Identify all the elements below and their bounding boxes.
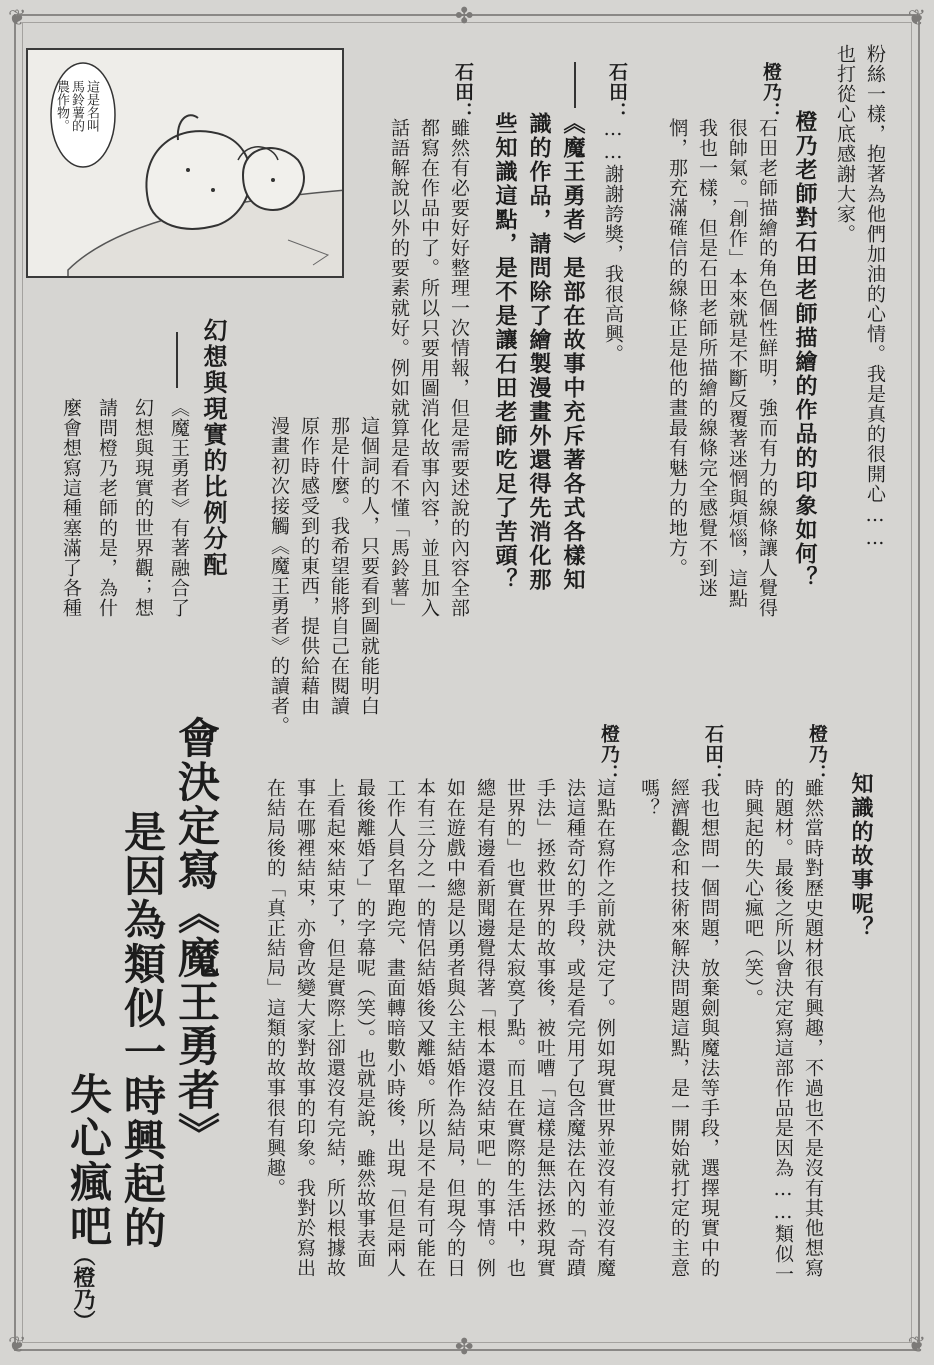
corner-ornament-icon: ❦ [8, 1333, 27, 1358]
headline-line: 失心瘋吧 [64, 1072, 113, 1248]
speech-bubble-text [54, 80, 99, 132]
answer-text-line: 的題材。最後之所以會決定寫這部作品是因為……類似一 [772, 778, 794, 1284]
answer-text-line: 上看起來結束了，但是實際上卻還沒有完結，所以根據故 [324, 778, 346, 1278]
question-heading-line: 識的作品，請問除了繪製漫畫外還得先消化那 [526, 112, 552, 592]
bubble-line: 農作物。 [54, 80, 69, 132]
question-heading: 橙乃老師對石田老師描繪的作品的印象如何？ [792, 110, 818, 590]
answer-text-line: 話語解說以外的要素就好。例如就算是看不懂「馬鈴薯」 [388, 118, 410, 618]
speaker-label: 橙乃： [760, 62, 782, 122]
section-question-line: 《魔王勇者》有著融合了 [168, 398, 190, 618]
potato-illustration [26, 48, 344, 278]
question-heading-line: 些知識這點，是不是讓石田老師吃足了苦頭？ [492, 112, 518, 592]
intro-text-line: 也打從心底感謝大家。 [834, 44, 856, 244]
answer-text-line: 手法」拯救世界的故事後，被吐嘈「這樣是無法拯救現實 [534, 778, 556, 1278]
answer-text-line: 很帥氣。「創作」本來就是不斷反覆著迷惘與煩惱，這點 [726, 118, 748, 609]
answer-text-line: 本有三分之一的情侶結婚後又離婚。所以是不是有可能在 [414, 778, 436, 1278]
question-heading-line: 《魔王勇者》是部在故事中充斥著各式各樣知 [560, 112, 586, 592]
bottom-ornament-icon: ✤ [455, 1335, 474, 1360]
answer-text-line: 事在哪裡結束，亦會改變大家對故事的印象。我對於寫出 [294, 778, 316, 1278]
question-marker [574, 62, 576, 108]
top-ornament-icon: ✤ [455, 4, 474, 29]
corner-ornament-icon: ❦ [8, 6, 27, 31]
answer-text-line: 經濟觀念和技術來解決問題這點，是一開始就打定的主意 [668, 778, 690, 1278]
speaker-label: 橙乃： [598, 724, 620, 784]
section-question-line: 幻想與現實的世界觀；想 [132, 398, 154, 618]
answer-text-line: 總是有邊看新聞邊覺得著「根本還沒結束吧」的事情。例 [474, 778, 496, 1278]
headline-line: 會決定寫《魔王勇者》 [172, 716, 221, 1156]
headline-line: 是因為類似一時興起的 [118, 810, 167, 1250]
answer-text-line: 世界的」也實在是太寂寞了點。而且在實際的生活中，也 [504, 778, 526, 1278]
answer-text-line: 工作人員名單跑完、畫面轉暗數小時後，出現「但是兩人 [384, 778, 406, 1278]
section-title: 幻想與現實的比例分配 [199, 318, 227, 578]
answer-text-line: 雖然當時對歷史題材很有興趣，不過也不是沒有其他想寫 [802, 778, 824, 1278]
question-heading-cont: 知識的故事呢？ [848, 772, 874, 940]
answer-text-line: 最後離婚了」的字幕呢（笑）。也就是說，雖然故事表面 [354, 778, 376, 1269]
bubble-line: 這是名叫 [84, 80, 99, 132]
answer-text-line: 石田老師描繪的角色個性鮮明，強而有力的線條讓人覺得 [756, 118, 778, 618]
answer-text-line: 如在遊戲中總是以勇者與公主結婚作為結局，但現今的日 [444, 778, 466, 1278]
speaker-label: 橙乃： [806, 724, 828, 784]
answer-text-line: 原作時感受到的東西，提供給藉由 [298, 416, 320, 716]
bubble-line: 馬鈴薯的 [69, 80, 84, 132]
answer-text-line: 在結局後的「真正結局」這類的故事很有興趣。 [264, 778, 286, 1198]
answer-text-line: ……謝謝誇獎，我很高興。 [602, 118, 624, 364]
answer-text-line: 我也想問一個問題，放棄劍與魔法等手段，選擇現實中的 [698, 778, 720, 1278]
answer-text-line: 嗎？ [638, 778, 660, 818]
question-marker [176, 332, 178, 388]
corner-ornament-icon: ❦ [907, 6, 926, 31]
speaker-label: 石田： [452, 62, 474, 122]
answer-text-line: 惘，那充滿確信的線條正是他的畫最有魅力的地方。 [666, 118, 688, 578]
headline-attribution: （橙乃） [70, 1244, 96, 1332]
answer-text-line: 這點在寫作之前就決定了。例如現實世界並沒有並沒有魔 [594, 778, 616, 1278]
corner-ornament-icon: ❦ [907, 1333, 926, 1358]
answer-text-line: 我也一樣，但是石田老師所描繪的線條完全感覺不到迷 [696, 118, 718, 598]
section-question-line: 麼會想寫這種塞滿了各種 [60, 398, 82, 618]
answer-text-line: 都寫在作品中了。所以只要用圖消化故事內容，並且加入 [418, 118, 440, 618]
answer-text-line: 雖然有必要好好整理一次情報，但是需要述說的內容全部 [448, 118, 470, 618]
answer-text-line: 漫畫初次接觸《魔王勇者》的讀者。 [268, 416, 290, 736]
answer-text-line: 那是什麼。我希望能將自己在閱讀 [328, 416, 350, 716]
section-question-line: 請問橙乃老師的是，為什 [96, 398, 118, 618]
speaker-label: 石田： [702, 724, 724, 784]
answer-text-line: 時興起的失心瘋吧（笑）。 [742, 778, 764, 1009]
intro-text-line: 粉絲一樣，抱著為他們加油的心情。我是真的很開心…… [864, 44, 886, 550]
speaker-label: 石田： [606, 62, 628, 122]
answer-text-line: 法這種奇幻的手段，或是看完用了包含魔法在內的「奇蹟 [564, 778, 586, 1278]
answer-text-line: 這個詞的人，只要看到圖就能明白 [358, 416, 380, 716]
